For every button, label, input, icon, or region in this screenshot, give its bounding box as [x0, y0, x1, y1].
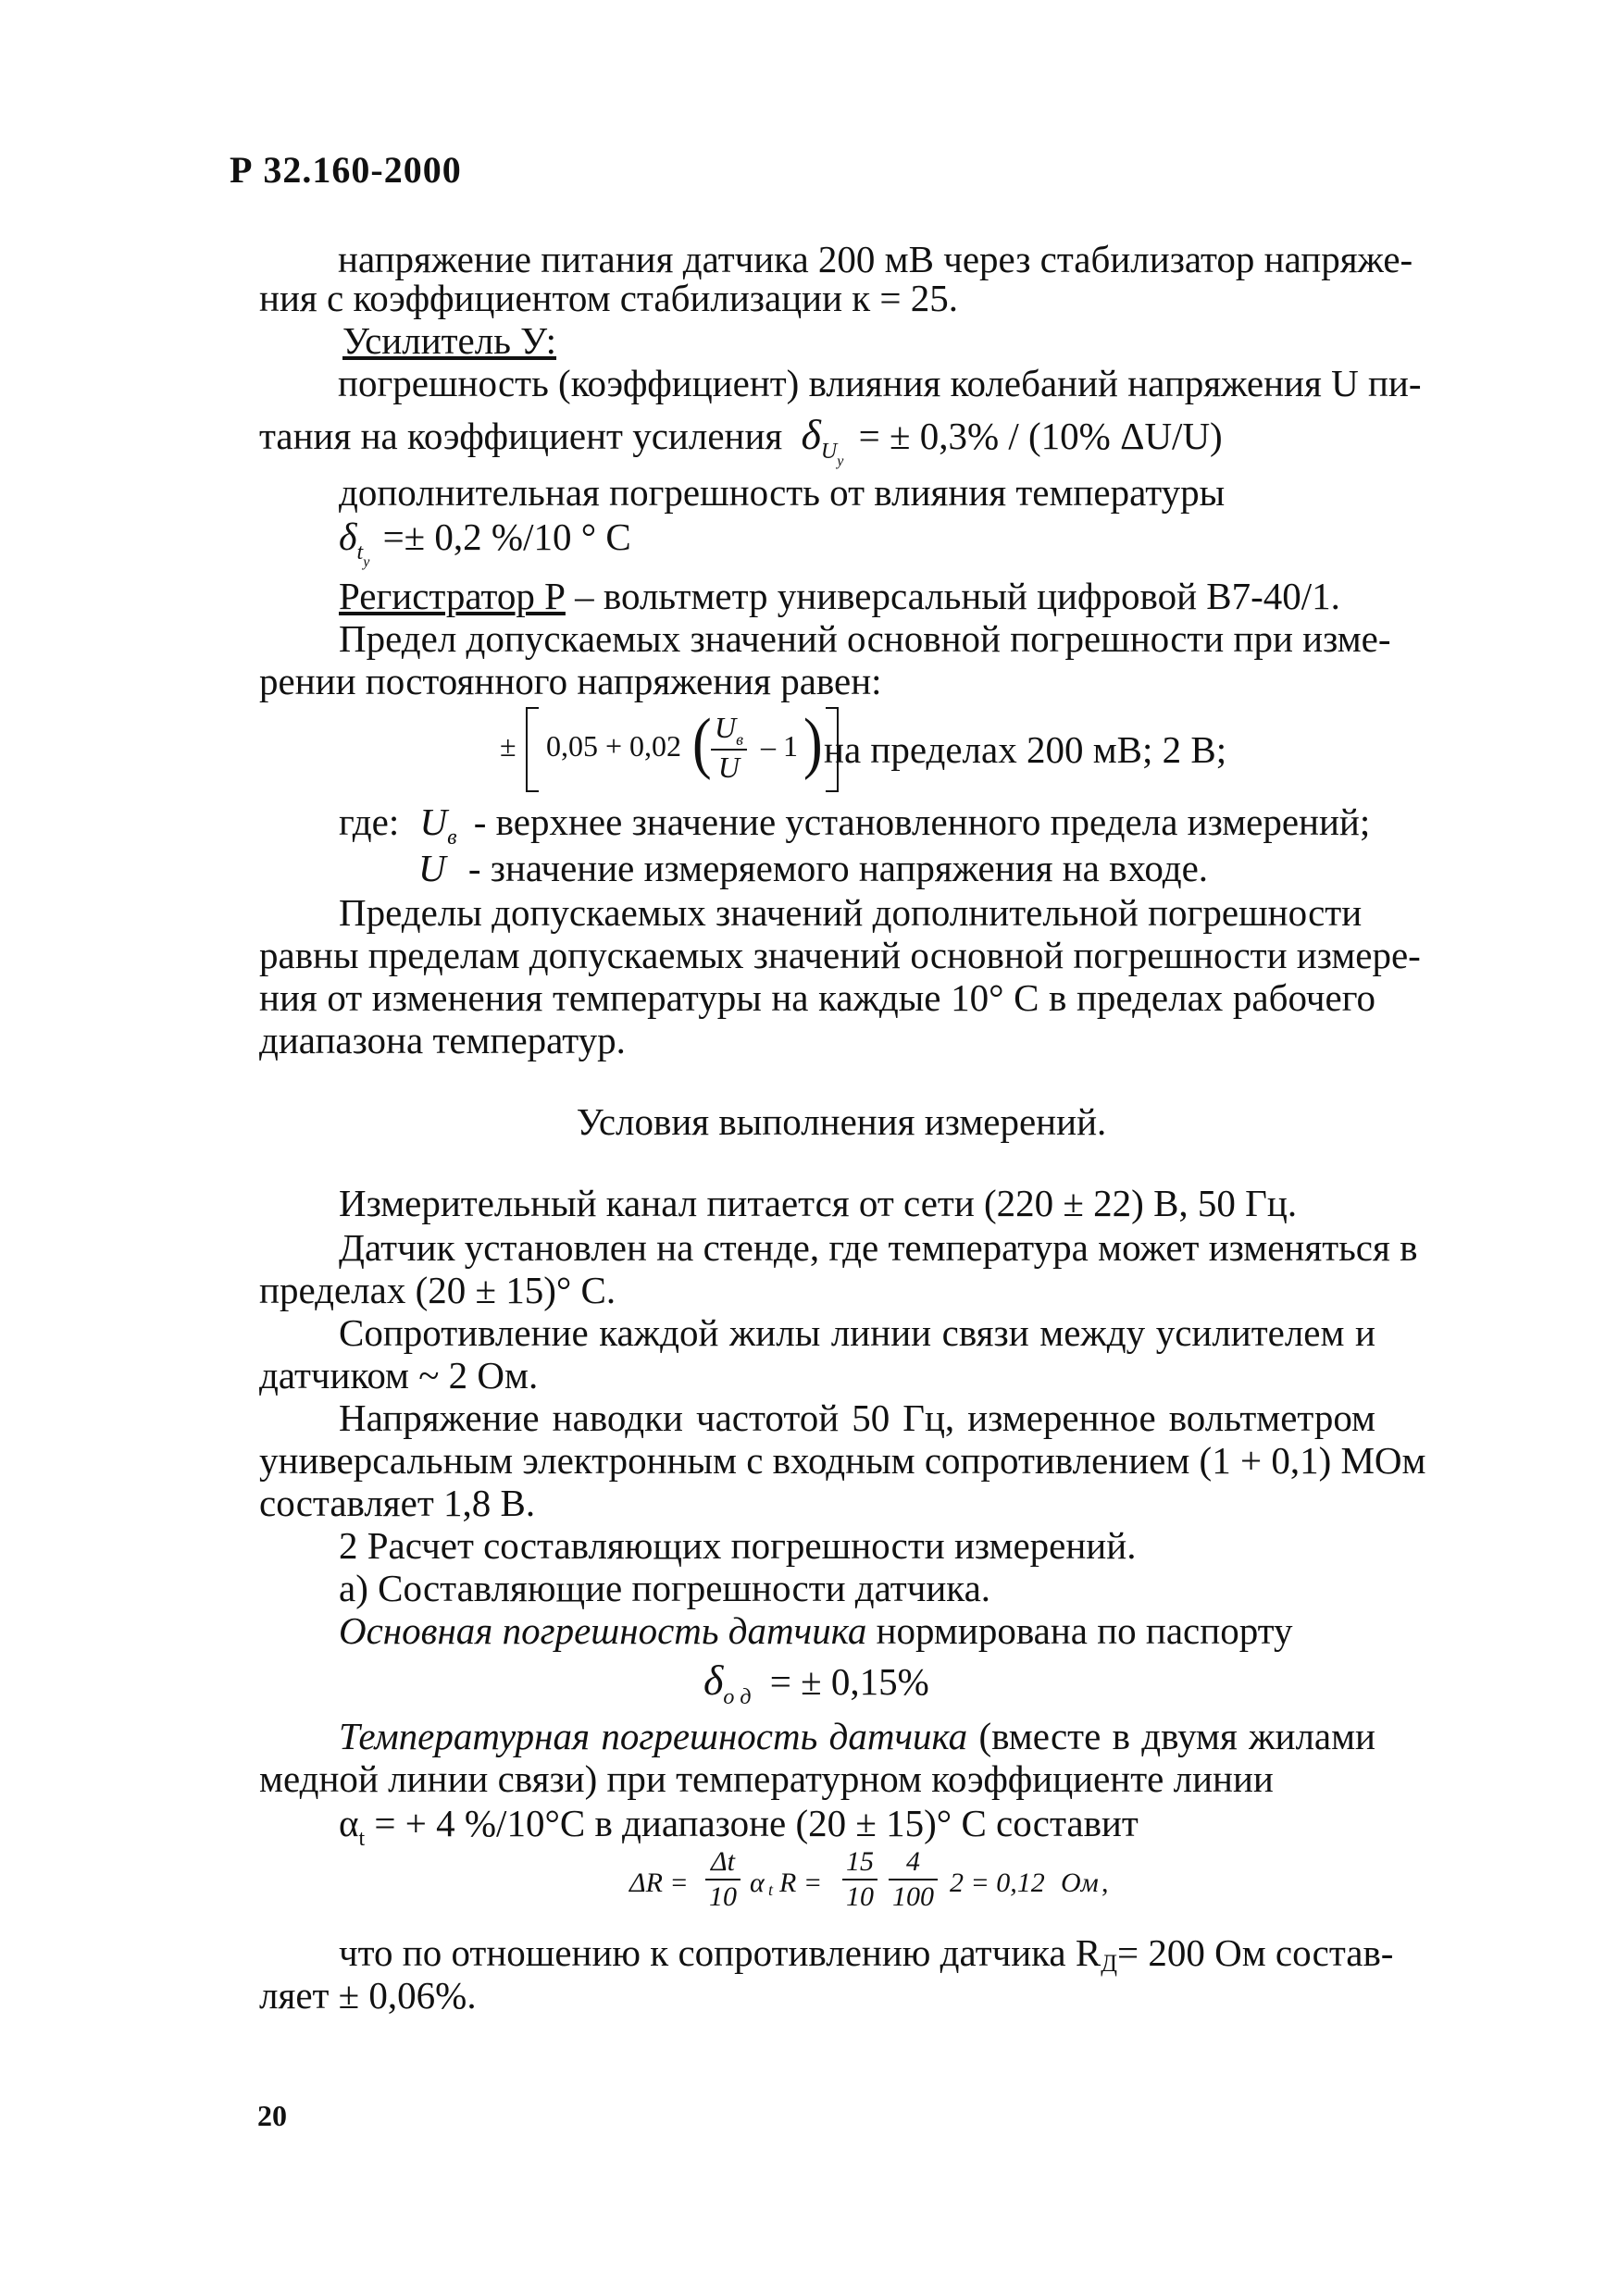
text-line: диапазона температур. — [259, 1019, 626, 1061]
left-bracket — [526, 707, 539, 792]
text-line: Предел допускаемых значений основной погрешности при изме- — [339, 617, 1391, 660]
text-line: Пределы допускаемых значений дополнительной погрешности — [339, 891, 1363, 934]
text-line: $\delta_{tу} =\pm 0,2$ %/10 ° С — [339, 515, 631, 570]
text-line: Напряжение наводки частотой 50 Гц, измеренное вольтметром — [339, 1396, 1375, 1439]
text-line: дополнительная погрешность от влияния температуры — [339, 471, 1226, 514]
text-line: на пределах 200 мВ; 2 В; — [824, 728, 1227, 771]
section-heading: Условия выполнения измерений. — [576, 1100, 1107, 1143]
text-line: погрешность (коэффициент) влияния колебаний напряжения U пи- — [338, 362, 1422, 404]
page-number: 20 — [257, 2099, 287, 2132]
text-line: составляет 1,8 В. — [259, 1482, 536, 1524]
document-id: Р 32.160-2000 — [230, 149, 462, 191]
section-label-registrator: Регистратор Р — [339, 575, 566, 617]
text-line: Датчик установлен на стенде, где температура может изменяться в — [339, 1226, 1418, 1269]
right-paren: ) — [803, 705, 823, 781]
left-paren: ( — [692, 705, 712, 781]
fraction-4-over-100: $\frac{4}{100}$ — [889, 1845, 938, 1914]
fraction-Uv-over-U: $U_в$ U — [711, 711, 747, 784]
text-line: где: $U_в$ - верхнее значение установленного предела измерений; — [339, 800, 1371, 850]
text-line: U - значение измеряемого напряжения на входе. — [418, 847, 1209, 889]
text-line: что по отношению к сопротивлению датчика RД= 200 Ом состав- — [339, 1931, 1394, 1977]
text-line: пределах (20 ± 15)° С. — [259, 1269, 616, 1311]
text-line: 2 Расчет составляющих погрешности измерений. — [339, 1524, 1137, 1567]
text-line: Регистратор Р – вольтметр универсальный цифровой В7-40/1. — [339, 575, 1340, 617]
text-line: ния с коэффициентом стабилизации к = 25. — [259, 277, 959, 319]
document-page: Р 32.160-2000 напряжение питания датчика 200 мВ через стабилизатор напряже- ния с коэффициентом стабилизации к = 25. Усилитель У: погрешность (коэффициент) влияния колебаний напряжения U пи- тания на коэффициент усиления $\delta_{Uу}$ = ± 0,3% / (10% ΔU/U) дополнительная погрешность от влияния температуры $\delta_{tу} =\pm 0,2$ %/10 ° С Регистратор Р – вольтметр универсальный цифровой В7-40/1. Предел допускаемых значений основной погрешности при изме- рении постоянного напряжения равен: ± 0,05 + 0,02 ( $U_в$ U – 1 ) на пределах 200 мВ; 2 В; где: $U_в$ - верхнее значение установленного предела измерений; U - значение измеряемого напряжения на входе. Пределы допускаемых значений дополнительной погрешности равны пределам допускаемых значений основной погрешности измере- ния от изменения температуры на каждые 10° С в пределах рабочего диапазона температур. Условия выполнения измерений. Измерительный канал питается от сети (220 ± 22) В, 50 Гц. Датчик установлен на стенде, где температура может изменяться в пределах (20 ± 15)° С. Сопротивление каждой жилы линии связи между усилителем и датчиком ~ 2 Ом. Напряжение наводки частотой 50 Гц, измеренное вольтметром универсальным электронным с входным сопротивлением (1 + 0,1) МОм составляет 1,8 В. 2 Расчет составляющих погрешности измерений. а) Составляющие погрешности датчика. Основная погрешность датчика нормирована по паспорту $\delta_{о д}$ = ± 0,15% Температурная погрешность датчика (вместе в двумя жилами медной линии связи) при температурном коэффициенте линии $\alpha_t$ = + 4 %/10°С в диапазоне (20 ± 15)° С составит ΔR = $\frac{\Delta t}{10}$ α t R = $\frac{15}{10}$ $\frac{4}{100}$ 2 = 0,12 Ом , что по отношению к сопротивлению датчика RД= 200 Ом состав- ляет ± 0,06%. 20 — [0, 0, 1618, 2296]
text-line: равны пределам допускаемых значений основной погрешности измере- — [259, 934, 1421, 976]
fraction-15-over-10: $\frac{15}{10}$ — [842, 1845, 877, 1914]
text-line: $\alpha_t$ = + 4 %/10°С в диапазоне (20 ± 15)° С составит — [339, 1802, 1139, 1851]
text-line: датчиком ~ 2 Ом. — [259, 1354, 539, 1396]
text-line: Основная погрешность датчика нормирована по паспорту — [339, 1609, 1293, 1652]
text-line: ния от изменения температуры на каждые 10° С в пределах рабочего — [259, 976, 1375, 1019]
text-line: Измерительный канал питается от сети (220 ± 22) В, 50 Гц. — [339, 1182, 1298, 1224]
text-line: Сопротивление каждой жилы линии связи между усилителем и — [339, 1311, 1375, 1354]
text-line: напряжение питания датчика 200 мВ через стабилизатор напряже- — [338, 238, 1413, 280]
fraction-dt-over-10: $\frac{\Delta t}{10}$ — [705, 1845, 741, 1914]
text-line: универсальным электронным с входным сопротивлением (1 + 0,1) МОм — [259, 1439, 1426, 1482]
text-line: рении постоянного напряжения равен: — [259, 660, 882, 702]
text-line: Температурная погрешность датчика (вместе в двумя жилами — [339, 1715, 1375, 1757]
text-line: ляет ± 0,06%. — [259, 1974, 477, 2017]
section-label-amplifier: Усилитель У: — [342, 319, 557, 362]
text-line: медной линии связи) при температурном коэффициенте линии — [259, 1757, 1274, 1800]
text-line: а) Составляющие погрешности датчика. — [339, 1567, 991, 1609]
text-line: тания на коэффициент усиления $\delta_{Uу}$ = ± 0,3% / (10% ΔU/U) — [259, 411, 1223, 469]
formula-basic-error: $\delta_{о д}$ = ± 0,15% — [703, 1657, 929, 1709]
